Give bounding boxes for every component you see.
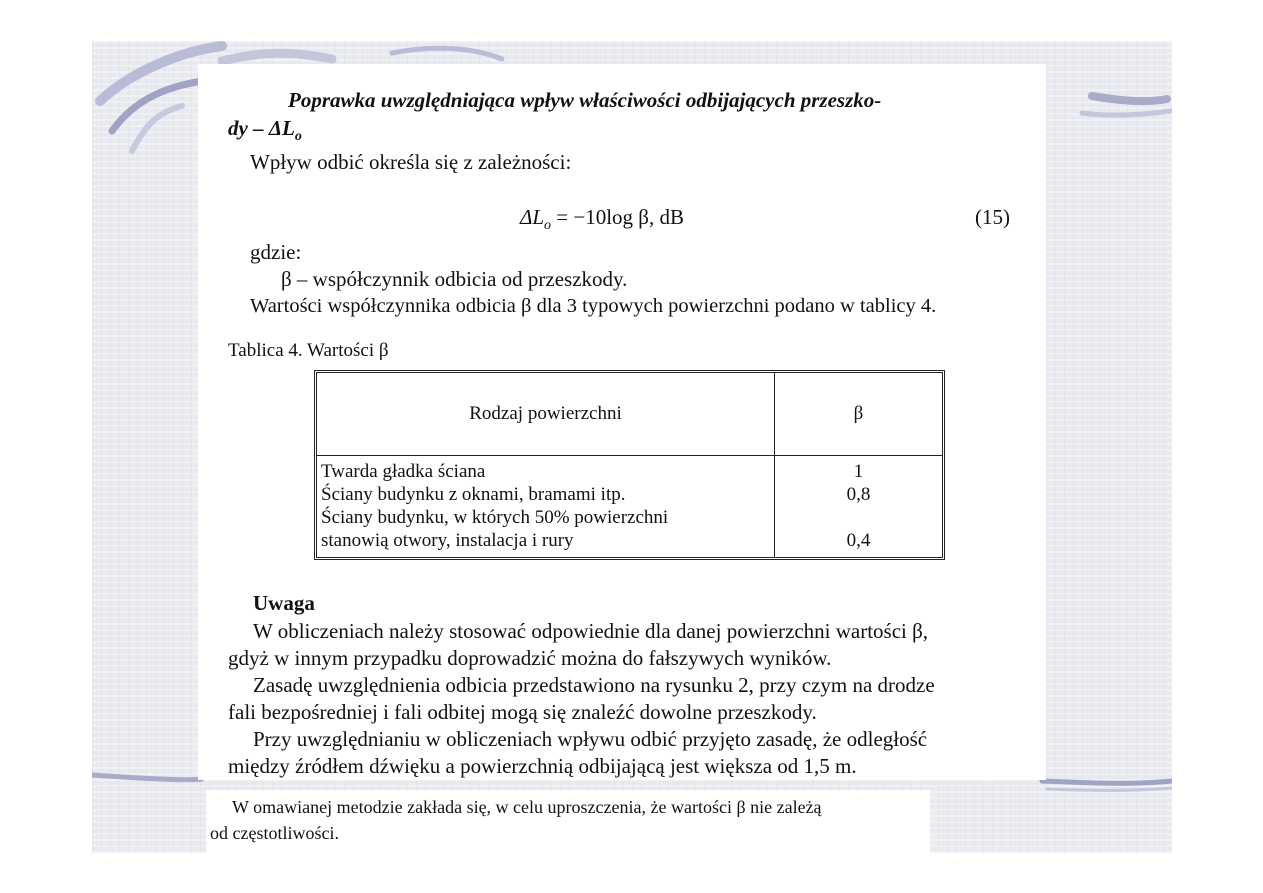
note-line: W obliczeniach należy stosować odpowiednie dla danej powierzchni wartości β, [253, 619, 929, 643]
beta-value: 0,8 [846, 484, 871, 505]
surface-beta-table [314, 370, 945, 560]
surface-line: Ściany budynku z oknami, bramami itp. [321, 484, 626, 505]
note-line: Przy uwzględnianiu w obliczeniach wpływu odbić przyjęto zasadę, że odległość [253, 727, 928, 751]
equation-number: (15) [975, 205, 1010, 229]
beta-cell [775, 456, 942, 557]
note-line: Zasadę uwzględnienia odbicia przedstawiono na rysunku 2, przy czym na drodze [253, 673, 935, 697]
intro-text: Wpływ odbić określa się z zależności: [250, 150, 572, 174]
equation-rhs: = −10log β, dB [551, 205, 684, 229]
surface-line: Twarda gładka ściana [321, 461, 486, 482]
table-caption: Tablica 4. Wartości β [228, 340, 389, 361]
note-line: fali bezpośredniej i fali odbitej mogą się znaleźć dowolne przeszkody. [228, 700, 817, 724]
beta-definition: β – współczynnik odbicia od przeszkody. [281, 267, 628, 291]
surface-line: Ściany budynku, w których 50% powierzchni [321, 507, 669, 528]
note-title: Uwaga [253, 591, 315, 615]
section-heading-line1: Poprawka uwzględniająca wpływ właściwości odbijających przeszko- [288, 88, 882, 112]
equation [520, 205, 684, 238]
equation-lhs: ΔL [520, 205, 545, 229]
note-line: między źródłem dźwięku a powierzchnią odbijającą jest większa od 1,5 m. [228, 754, 857, 778]
heading-subscript: o [294, 129, 302, 144]
equation-lhs-subscript: o [544, 218, 552, 233]
values-sentence: Wartości współczynnika odbicia β dla 3 typowych powierzchni podano w tablicy 4. [250, 295, 937, 317]
header-beta: β [775, 373, 942, 456]
beta-value: 0,4 [846, 530, 871, 551]
section-heading-line2 [228, 116, 302, 149]
note-line: gdyż w innym przypadku doprowadzić można do fałszywych wyników. [228, 646, 832, 670]
footnote-line1: W omawianej metodzie zakłada się, w celu uproszczenia, że wartości β nie zależą [232, 797, 822, 817]
table-row [317, 456, 942, 557]
heading-symbol: dy – ΔL [228, 116, 295, 140]
surface-cell [317, 456, 775, 557]
header-surface-type: Rodzaj powierzchni [317, 373, 775, 456]
where-label: gdzie: [250, 240, 302, 264]
footnote-line2: od częstotliwości. [210, 823, 339, 843]
table-header-row [317, 373, 942, 456]
beta-value [779, 506, 938, 529]
surface-line: stanowią otwory, instalacja i rury [321, 530, 574, 551]
beta-value: 1 [853, 461, 864, 482]
